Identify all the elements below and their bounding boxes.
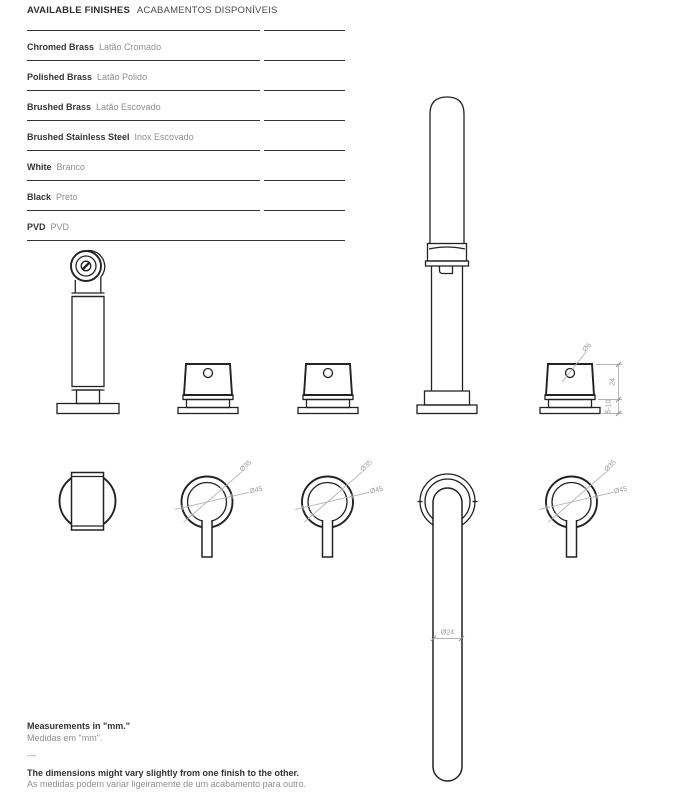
finish-name-pt: Latão Polido (97, 71, 148, 82)
drawing-handle-side-2 (298, 364, 358, 414)
finish-name-pt: PVD (50, 221, 70, 232)
footer-divider: — (27, 750, 36, 760)
drawing-handle-side-1 (178, 364, 238, 414)
finishes-title-en: AVAILABLE FINISHES (27, 5, 131, 16)
dim-handle-inner-diameter: Ø35 (238, 459, 254, 474)
footer-notes (27, 721, 306, 791)
drawing-handspray-side (57, 250, 119, 413)
measurements-note-pt: Medidas em "mm". (27, 732, 103, 743)
drawing-spout-top (418, 474, 478, 781)
finishes-title-pt: ACABAMENTOS DISPONÍVEIS (136, 5, 278, 16)
finish-name-en: Brushed Stainless Steel (27, 131, 130, 142)
drawing-handspray-top (60, 473, 116, 531)
dim-handle-base-height: 5-10 (605, 399, 613, 414)
finish-name-pt: Latão Escovado (96, 101, 161, 112)
finish-name-pt: Latão Cromado (99, 41, 162, 52)
dim-handle-screw-diameter: Ø6 (581, 341, 594, 354)
finish-name-en: Black (27, 191, 52, 202)
dim-handle-outer-diameter: Ø45 (613, 485, 628, 496)
drawing-handle-top-1 (175, 459, 264, 557)
dim-handle-outer-diameter: Ø45 (369, 485, 384, 496)
finish-name-en: Chromed Brass (27, 41, 95, 52)
dim-handle-outer-diameter: Ø45 (248, 485, 264, 496)
finish-name-en: White (27, 161, 52, 172)
finish-name-pt: Preto (56, 191, 78, 202)
dim-handle-inner-diameter: Ø35 (359, 459, 374, 474)
dimensions-note-en: The dimensions might vary slightly from one finish to the other. (27, 767, 300, 778)
drawing-spout-side (417, 97, 477, 414)
dim-spout-diameter: Ø24 (440, 629, 455, 637)
dim-handle-inner-diameter: Ø35 (603, 459, 618, 474)
finish-name-pt: Inox Escovado (134, 131, 194, 142)
dimensions-note-pt: As medidas podem variar ligeiramente de um acabamento para outro. (27, 779, 307, 789)
finish-name-pt: Branco (56, 161, 86, 172)
drawing-handle-top-2 (295, 459, 384, 557)
measurements-note-en: Measurements in "mm." (27, 721, 131, 731)
finish-name-en: Polished Brass (27, 71, 93, 82)
dim-handle-height: 24 (609, 378, 617, 386)
drawing-handle-top-3 (539, 459, 628, 557)
finish-name-en: PVD (27, 221, 46, 232)
finish-name-en: Brushed Brass (27, 101, 92, 112)
